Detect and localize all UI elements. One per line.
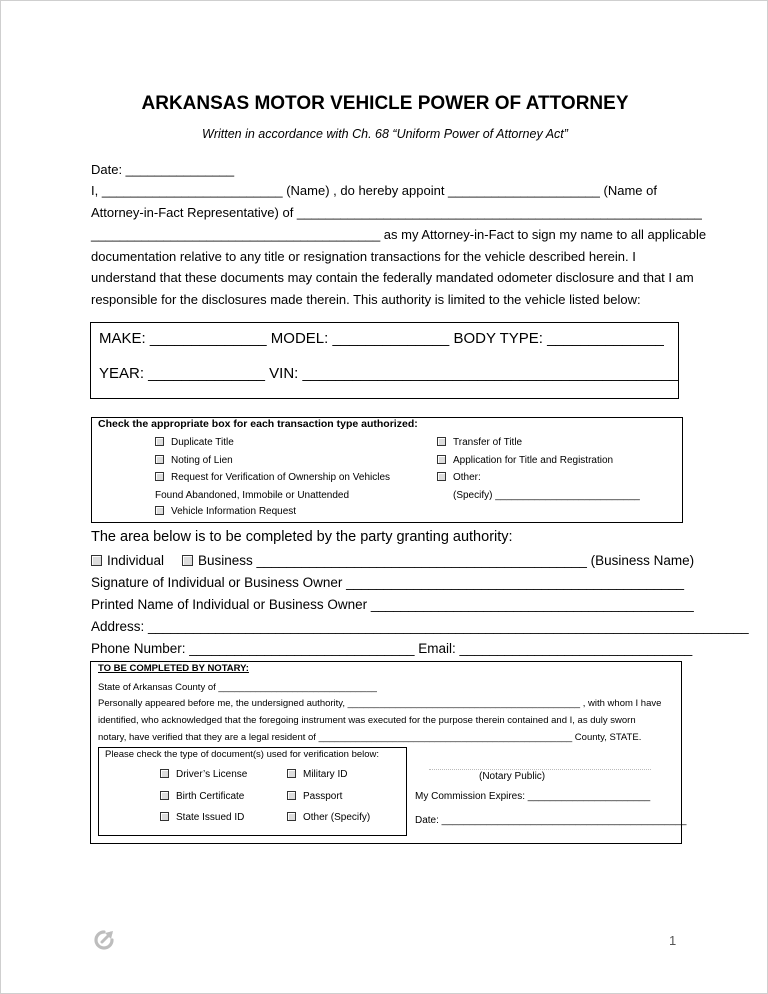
intro-line-5: understand that these documents may contain the federally mandated odometer disclosure and that I am: [91, 270, 694, 285]
doc-drivers-license[interactable]: Driver’s License: [160, 769, 247, 780]
doc-birth-certificate[interactable]: Birth Certificate: [160, 791, 244, 802]
notary-date-line[interactable]: Date: ____________________________________________: [415, 815, 687, 826]
phone-email-line[interactable]: Phone Number: ______________________________ Email: _______________________________: [91, 641, 693, 656]
checkbox-icon[interactable]: [91, 555, 102, 566]
vehicle-year-vin-row[interactable]: YEAR: ______________ VIN: _____________________________________________: [99, 365, 678, 382]
page-number: 1: [669, 933, 677, 948]
commission-expires-line[interactable]: My Commission Expires: ______________________: [415, 791, 651, 802]
intro-line-2: Attorney-in-Fact Representative) of ________________________________________________________: [91, 205, 702, 220]
intro-line-6: responsible for the disclosures made therein. This authority is limited to the vehicle listed below:: [91, 292, 641, 307]
option-application-title-registration[interactable]: Application for Title and Registration: [437, 455, 613, 466]
notary-heading: TO BE COMPLETED BY NOTARY:: [98, 663, 249, 674]
transactions-heading: Check the appropriate box for each transaction type authorized:: [98, 418, 418, 430]
option-other-specify[interactable]: (Specify) __________________________: [453, 490, 640, 501]
vehicle-info-box: [90, 322, 679, 399]
intro-line-4: documentation relative to any title or resignation transactions for the vehicle described herein. I: [91, 249, 636, 264]
notary-signature-line[interactable]: [429, 769, 651, 770]
intro-line-1: I, _________________________ (Name) , do hereby appoint _____________________ (Name of: [91, 183, 657, 198]
granting-heading: The area below is to be completed by the party granting authority:: [91, 529, 513, 545]
document-title: ARKANSAS MOTOR VEHICLE POWER OF ATTORNEY: [141, 93, 629, 114]
printed-name-line[interactable]: Printed Name of Individual or Business Owner ___________________________________________: [91, 597, 694, 612]
doc-passport[interactable]: Passport: [287, 791, 342, 802]
signature-line[interactable]: Signature of Individual or Business Owner _____________________________________________: [91, 575, 684, 590]
notary-line-1: Personally appeared before me, the undersigned authority, ____________________________________________ , with whom I have: [98, 698, 662, 709]
notary-public-label: (Notary Public): [479, 771, 546, 782]
checkbox-icon[interactable]: [287, 791, 296, 800]
option-vehicle-info-request[interactable]: Vehicle Information Request: [155, 506, 296, 517]
checkbox-icon[interactable]: [287, 769, 296, 778]
checkbox-icon[interactable]: [160, 791, 169, 800]
intro-line-3: ________________________________________ as my Attorney-in-Fact to sign my name to all applicable: [91, 227, 707, 242]
notary-line-3: notary, have verified that they are a legal resident of ________________________________________________ County, STATE.: [98, 732, 642, 743]
checkbox-icon[interactable]: [160, 769, 169, 778]
option-verification-ownership[interactable]: Request for Verification of Ownership on Vehicles: [155, 472, 390, 483]
checkbox-icon[interactable]: [155, 472, 164, 481]
option-verification-ownership-cont: Found Abandoned, Immobile or Unattended: [155, 490, 350, 501]
doc-military-id[interactable]: Military ID: [287, 769, 347, 780]
doc-state-issued-id[interactable]: State Issued ID: [160, 812, 244, 823]
date-line: Date: _______________: [91, 162, 235, 177]
vehicle-make-model-row[interactable]: MAKE: ______________ MODEL: ______________ BODY TYPE: ______________: [99, 330, 664, 347]
party-individual-option[interactable]: Individual: [91, 553, 164, 568]
brand-logo-icon: [93, 929, 115, 951]
option-other[interactable]: Other:: [437, 472, 481, 483]
verification-heading: Please check the type of document(s) used for verification below:: [105, 749, 380, 760]
doc-other-specify[interactable]: Other (Specify): [287, 812, 370, 823]
option-transfer-of-title[interactable]: Transfer of Title: [437, 437, 522, 448]
checkbox-icon[interactable]: [182, 555, 193, 566]
checkbox-icon[interactable]: [437, 455, 446, 464]
checkbox-icon[interactable]: [160, 812, 169, 821]
checkbox-icon[interactable]: [437, 472, 446, 481]
notary-state-line[interactable]: State of Arkansas County of ______________________________: [98, 682, 377, 693]
option-duplicate-title[interactable]: Duplicate Title: [155, 437, 234, 448]
checkbox-icon[interactable]: [155, 437, 164, 446]
checkbox-icon[interactable]: [155, 455, 164, 464]
document-subtitle: Written in accordance with Ch. 68 “Uniform Power of Attorney Act”: [202, 127, 568, 141]
notary-line-2: identified, who acknowledged that the foregoing instrument was executed for the purpose therein contained and I, as duly sworn: [98, 715, 636, 726]
checkbox-icon[interactable]: [287, 812, 296, 821]
checkbox-icon[interactable]: [437, 437, 446, 446]
address-line[interactable]: Address: ________________________________________________________________________________: [91, 619, 749, 634]
party-business-option[interactable]: Business ____________________________________________ (Business Name): [182, 553, 694, 568]
checkbox-icon[interactable]: [155, 506, 164, 515]
option-noting-of-lien[interactable]: Noting of Lien: [155, 455, 233, 466]
